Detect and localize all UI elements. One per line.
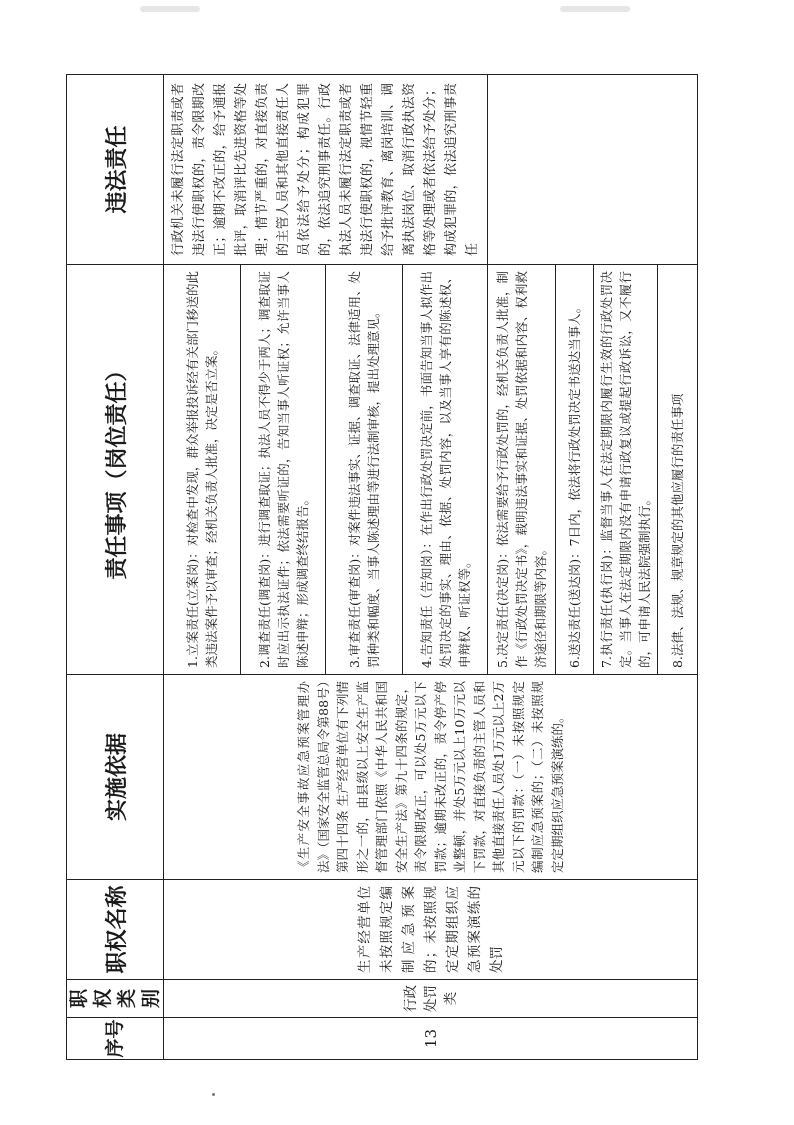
duty-item: 6.送达责任(送达岗)：7日内，依法将行政处罚决定书送达当事人。 (556, 265, 594, 675)
liability-empty-cell (488, 75, 698, 265)
duty-item: 1.立案责任(立案岗)：对检查中发现，群众举报投诉经有关部门移送的此类违法案件予以审查；经机关负责人批准，决定是否立案。 (164, 265, 241, 675)
category-cell: 行政处罚类 (164, 980, 698, 1018)
seq-cell: 13 (164, 1018, 698, 1060)
header-name: 职权名称 (67, 880, 164, 980)
header-row (67, 75, 164, 1060)
liability-cell: 行政机关未履行法定职责或者违法行使职权的，责令限期改正；逾期不改正的，给予通报批评，取消评比先进资格等处理；情节严重的，对直接负责的主管人员和其他直接责任人员依法给予处分；构成犯罪的，依法追究刑事责任。行政执法人员未履行法定职责或者违法行使职权的，视情节轻重给予批评教育、离岗培训、调离执法岗位、取消行政执法资格等处理或者依法给予处分；构成犯罪的，依法追究刑事责任 (164, 75, 488, 265)
duty-item: 4.告知责任（告知岗）：在作出行政处罚决定前，书面告知当事人拟作出处罚决定的事实、理由、依据、处罚内容，以及当事人享有的陈述权、申辩权、听证权等。 (403, 265, 488, 675)
basis-cell: 《生产安全事故应急预案管理办法》（国家安全监管总局令第88号）第四十四条 生产经营单位有下列情形之一的，由县级以上安全生产监督管理部门依照《中华人民共和国安全生产法》第九十四条的规定，责令限期改正，可以处5万元以下罚款；逾期未改正的，责令停产停业整顿，并处5万元以上10万元以下罚款，对直接负责的主管人员和其他直接责任人员处1万元以上2万元以下的罚款：（一）未按照规定编制应急预案的；（二）未按照规定定期组织应急预案演练的。 (164, 675, 698, 880)
scan-smudge (140, 6, 200, 12)
header-seq: 序号 (67, 1018, 164, 1060)
duty-item: 8.法律、法规、规章规定的其他应履行的责任事项 (658, 265, 698, 675)
responsibility-table-sheet (66, 75, 685, 1060)
duty-item: 5.决定责任(决定岗)：依法需要给予行政处罚的，经机关负责人批准，制作《行政处罚决定书》，载明违法事实和证据、处罚依据和内容、权利救济途径和期限等内容。 (488, 265, 556, 675)
duty-item: 2.调查责任(调查岗)：进行调查取证；执法人员不得少于两人；调查取证时应出示执法证件；依法需要听证的，告知当事人听证权；允许当事人陈述申辩；形成调查终结报告。 (241, 265, 326, 675)
duty-item: 7.执行责任(执行岗)：监督当事人在法定期限内履行生效的行政处罚决定。当事人在法定期限内没有申请行政复议或提起行政诉讼，又不履行的，可申请人民法院强制执行。 (594, 265, 658, 675)
header-basis: 实施依据 (67, 675, 164, 880)
scan-speck (212, 1093, 215, 1096)
scan-top-edge (0, 0, 794, 22)
scan-smudge (560, 6, 630, 12)
duty-item: 3.审查责任(审查岗)：对案件违法事实、证据、调查取证、法律适用、处罚种类和幅度、当事人陈述理由等进行法制审核，提出处理意见。 (325, 265, 402, 675)
header-duty: 责任事项（岗位责任） (67, 265, 164, 675)
table-row (164, 75, 241, 1060)
name-cell: 生产经营单位未按照规定编制应急预案的；未按照规定定期组织应急预案演练的处罚 (164, 880, 698, 980)
header-category: 职权类别 (67, 980, 164, 1018)
responsibility-table (66, 74, 698, 1060)
header-liability: 违法责任 (67, 75, 164, 265)
